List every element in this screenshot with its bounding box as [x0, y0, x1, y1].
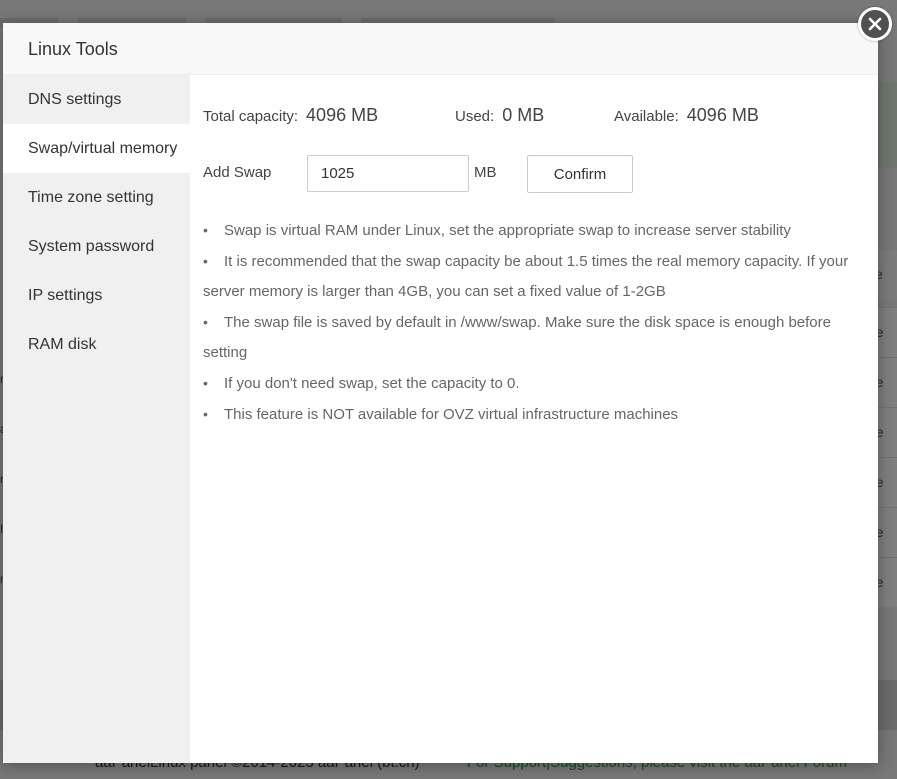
swap-tips-list	[203, 215, 863, 430]
swap-size-input[interactable]	[307, 155, 469, 192]
close-button[interactable]	[858, 7, 892, 41]
list-item: • Swap is virtual RAM under Linux, set the appropriate swap to increase server stability	[203, 215, 863, 246]
sidebar-item-system-password[interactable]: System password	[28, 238, 155, 255]
swap-panel	[190, 75, 878, 763]
available-capacity-value: 4096 MB	[686, 105, 759, 125]
close-icon	[867, 16, 883, 32]
swap-unit-label: MB	[474, 164, 497, 181]
sidebar-item-ip-settings[interactable]: IP settings	[28, 287, 103, 304]
linux-tools-modal	[3, 23, 878, 763]
sidebar-item-time-zone-setting[interactable]: Time zone setting	[28, 189, 154, 206]
total-capacity	[203, 105, 378, 126]
sidebar-item-dns-settings[interactable]: DNS settings	[28, 91, 122, 108]
used-capacity-value: 0 MB	[502, 105, 545, 125]
list-item: • If you don't need swap, set the capacity to 0.	[203, 368, 863, 399]
modal-header	[3, 23, 878, 75]
available-capacity	[614, 105, 759, 126]
used-capacity-label: Used:	[455, 108, 495, 125]
used-capacity	[455, 105, 544, 126]
list-item: • This feature is NOT available for OVZ virtual infrastructure machines	[203, 399, 863, 430]
total-capacity-label: Total capacity:	[203, 108, 299, 125]
sidebar-item-swap-virtual-memory[interactable]: Swap/virtual memory	[3, 124, 190, 173]
modal-title: Linux Tools	[28, 39, 118, 59]
available-capacity-label: Available:	[614, 108, 679, 125]
list-item: • It is recommended that the swap capacity be about 1.5 times the real memory capacity. If your server memory is larger than 4GB, you can set a fixed value of 1-2GB	[203, 246, 863, 307]
total-capacity-value: 4096 MB	[306, 105, 379, 125]
sidebar-item-ram-disk[interactable]: RAM disk	[28, 336, 97, 353]
add-swap-label: Add Swap	[203, 164, 272, 181]
confirm-button[interactable]: Confirm	[527, 155, 633, 193]
list-item: • The swap file is saved by default in /www/swap. Make sure the disk space is enough before setting	[203, 307, 863, 368]
modal-sidebar	[3, 75, 190, 763]
